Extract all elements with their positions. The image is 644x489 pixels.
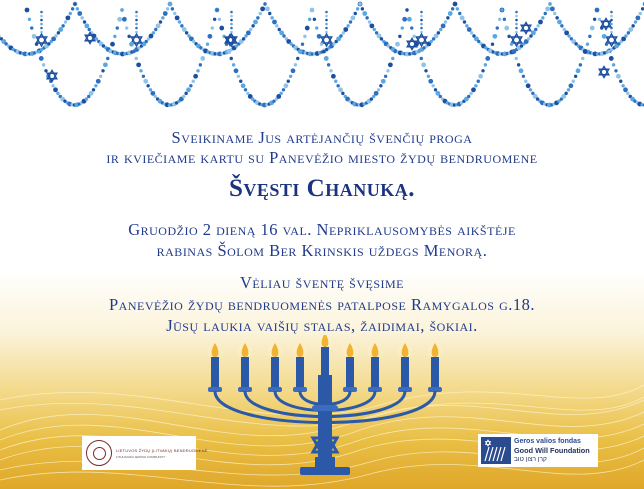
lithuanian-jewish-community-logo: [82, 436, 208, 470]
event-rabbi-line: rabinas Šolom Ber Krinskis uždegs Menorą.: [156, 241, 488, 260]
right-logo-line-3: קרן רצון טוב: [514, 456, 547, 463]
greeting-line-1: Sveikiname Jus artėjančių švenčių proga: [171, 128, 473, 147]
seal-logo: [86, 440, 112, 466]
star-of-david-icon: [47, 71, 57, 82]
left-logo-subtitle: LITHUANIAN JEWISH COMMUNITY: [116, 454, 166, 459]
headline: Švęsti Chanuką.: [229, 175, 415, 202]
later-line: Vėliau šventę švęsime: [240, 273, 404, 292]
good-will-foundation-logo: [478, 434, 598, 467]
greeting-line-2: ir kviečiame kartu su Panevėžio miesto žydų bendruomene: [106, 148, 538, 167]
venue-line: Panevėžio žydų bendruomenės patalpose Ramygalos g.18.: [109, 295, 535, 314]
right-logo-line-2: Good Will Foundation: [514, 446, 590, 455]
star-of-david-garland: [0, 0, 644, 125]
good-will-foundation-icon: [481, 437, 511, 464]
star-of-david-icon: [521, 23, 531, 34]
menorah-icon: [200, 335, 450, 489]
star-of-david-icon: [407, 39, 417, 50]
star-of-david-icon: [599, 67, 609, 78]
event-date-line: Gruodžio 2 dieną 16 val. Nepriklausomybės aikštėje: [128, 220, 516, 239]
left-logo-name: LIETUVOS ŽYDŲ (LITVAKŲ) BENDRUOMENĖ: [116, 447, 208, 453]
right-logo-line-1: Geros valios fondas: [514, 438, 581, 445]
program-line: Jūsų laukia vaišių stalas, žaidimai, šokiai.: [166, 316, 478, 335]
